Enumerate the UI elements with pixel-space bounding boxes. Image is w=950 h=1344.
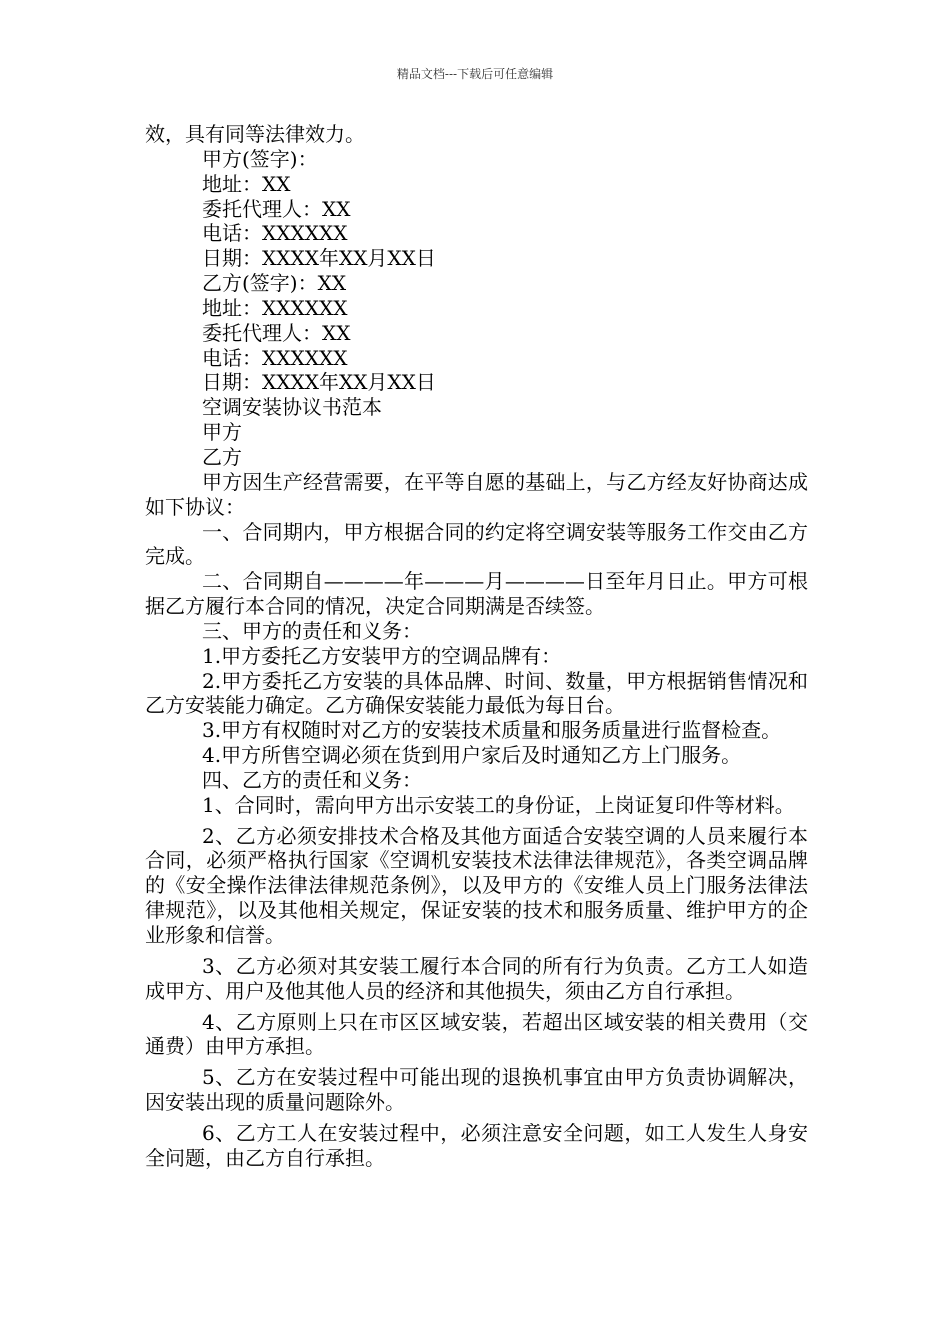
party-a-phone: 电话：XXXXXX xyxy=(202,221,348,246)
paragraph: 2.甲方委托乙方安装的具体品牌、时间、数量，甲方根据销售情况和乙方安装能力确定。乙方确保安装能力最低为每日台。 xyxy=(145,668,808,718)
party-a-date: 日期：XXXX年XX月XX日 xyxy=(202,246,436,271)
party-a-label: 甲方 xyxy=(202,420,242,445)
party-a-agent: 委托代理人：XX xyxy=(202,196,351,221)
party-b-label: 乙方 xyxy=(202,444,242,469)
document-body xyxy=(145,122,808,1171)
party-b-address: 地址：XXXXXX xyxy=(202,295,348,320)
section-title: 空调安装协议书范本 xyxy=(202,395,382,420)
paragraph: 一、合同期内，甲方根据合同的约定将空调安装等服务工作交由乙方完成。 xyxy=(145,519,808,569)
party-a-address: 地址：XX xyxy=(202,171,291,196)
party-a-signature: 甲方(签字)： xyxy=(202,146,318,171)
party-b-phone: 电话：XXXXXX xyxy=(202,345,348,370)
paragraph: 2、乙方必须安排技术合格及其他方面适合安装空调的人员来履行本合同，必须严格执行国家《空调机安装技术法律法律规范》，各类空调品牌的《安全操作法律法律规范条例》，以及甲方的《安维人员上门服务法律法律规范》，以及其他相关规定，保证安装的技术和服务质量、维护甲方的企业形象和信誉。 xyxy=(145,823,808,947)
clause-heading: 四、乙方的责任和义务： xyxy=(202,767,422,792)
paragraph: 1.甲方委托乙方安装甲方的空调品牌有： xyxy=(202,643,562,668)
paragraph: 甲方因生产经营需要，在平等自愿的基础上，与乙方经友好协商达成如下协议： xyxy=(145,469,808,519)
page-header: 精品文档---下载后可任意编辑 xyxy=(396,67,554,81)
paragraph: 1、合同时，需向甲方出示安装工的身份证，上岗证复印件等材料。 xyxy=(202,792,795,817)
paragraph: 3.甲方有权随时对乙方的安装技术质量和服务质量进行监督检查。 xyxy=(202,718,782,743)
party-b-date: 日期：XXXX年XX月XX日 xyxy=(202,370,436,395)
clause-heading: 三、甲方的责任和义务： xyxy=(202,618,422,643)
paragraph: 3、乙方必须对其安装工履行本合同的所有行为负责。乙方工人如造成甲方、用户及他其他人员的经济和其他损失，须由乙方自行承担。 xyxy=(145,953,808,1003)
paragraph: 二、合同期自————年———月————日至年月日止。甲方可根据乙方履行本合同的情况，决定合同期满是否续签。 xyxy=(145,569,808,619)
paragraph: 5、乙方在安装过程中可能出现的退换机事宜由甲方负责协调解决，因安装出现的质量问题除外。 xyxy=(145,1065,808,1115)
paragraph: 6、乙方工人在安装过程中，必须注意安全问题，如工人发生人身安全问题，由乙方自行承担。 xyxy=(145,1120,808,1170)
party-b-agent: 委托代理人：XX xyxy=(202,320,351,345)
paragraph: 4、乙方原则上只在市区区域安装，若超出区域安装的相关费用（交通费）由甲方承担。 xyxy=(145,1009,808,1059)
paragraph: 效，具有同等法律效力。 xyxy=(145,122,365,146)
paragraph: 4.甲方所售空调必须在货到用户家后及时通知乙方上门服务。 xyxy=(202,743,742,768)
party-b-signature: 乙方(签字)：XX xyxy=(202,271,347,296)
